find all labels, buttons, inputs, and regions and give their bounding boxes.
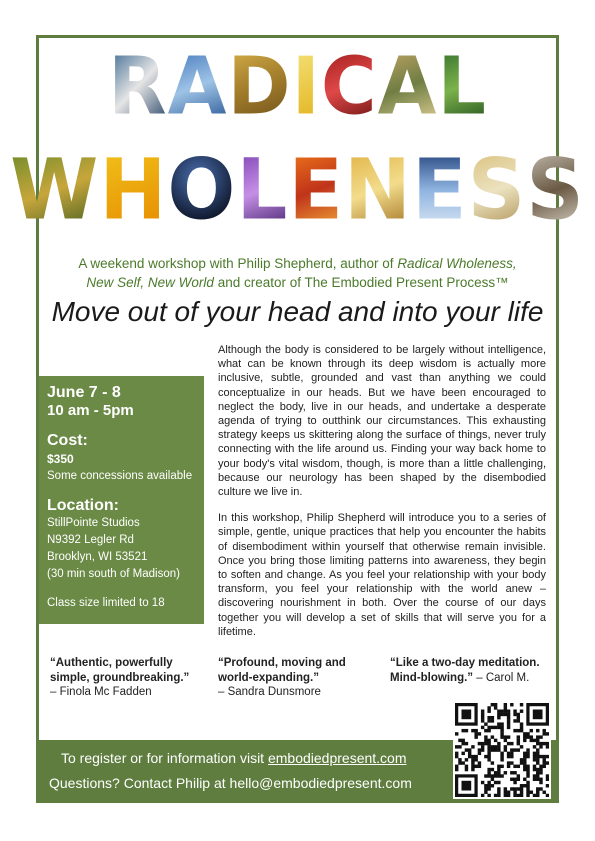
location-note: (30 min south of Madison) (47, 568, 180, 580)
subtitle (40, 254, 555, 292)
title-letter: R (108, 38, 168, 133)
subtitle-book2: New Self, New World (86, 275, 214, 290)
title-letter: W (10, 140, 100, 239)
title-letter: E (288, 140, 344, 239)
testimonial-text: “Profound, moving and world-expanding.” (218, 657, 346, 684)
title-letter: A (167, 38, 228, 133)
register-link[interactable]: embodiedpresent.com (267, 750, 407, 766)
register-prefix: To register or for information visit (61, 750, 268, 766)
description-paragraph-2: In this workshop, Philip Shepherd will introduce you to a series of simple, gentle, unique practices that help you encounter the habits of disembodiment within yourself that otherwise remain invisible. Once you bring those limiting patterns into awareness, they begin to soften and change. As you feel your relationship with your body transform, you feel your relationship with the world anew – discovering nourishment in both. Over the course of our days together you will develop a set of skills that will serve you for a lifetime. (218, 512, 546, 638)
concessions-note: Some concessions available (47, 470, 193, 482)
cost-value: $350 (47, 452, 74, 466)
title-letter: A (377, 38, 438, 133)
title-letter: C (320, 38, 378, 133)
title-wholeness (0, 140, 595, 239)
cost-label: Cost: (47, 432, 88, 449)
title-letter: S (467, 140, 527, 239)
testimonial-author: – Finola Mc Fadden (50, 686, 152, 698)
testimonial-author: – Carol M. (476, 671, 530, 684)
title-letter: L (236, 140, 289, 239)
description-paragraph-1: Although the body is considered to be largely without intelligence, what can be known through its deep wisdom is actually more inclusive, subtle, grounded and vast than anything we could conceptualize in our heads. But we have been encouraged to neglect the body, live in our heads, and undertake a desperate agenda of trying to outthink our circumstances. This exhausting strategy keeps us skittering along the surface of things, never truly connecting with the life around us. Finding your way back home to your body's vital wisdom, though, is more than a little challenging, because our neurology has been shaped by the disembodied culture we live in. (218, 344, 546, 499)
title-letter: H (99, 140, 168, 239)
workshop-description (218, 343, 546, 651)
title-letter: D (227, 38, 292, 133)
event-info-box (39, 376, 204, 624)
register-line (61, 750, 407, 766)
title-letter: O (167, 140, 237, 239)
street-address: N9392 Legler Rd (47, 534, 134, 546)
testimonial-2 (218, 656, 368, 700)
location-label: Location: (47, 497, 119, 514)
subtitle-prefix: A weekend workshop with Philip Shepherd, author of (78, 256, 398, 271)
title-letter: E (411, 140, 468, 239)
tagline: Move out of your head and into your life (51, 296, 544, 327)
title-letter: N (344, 140, 412, 239)
qr-code-graphic (455, 703, 549, 797)
title-letter: I (291, 38, 321, 133)
testimonial-text: “Authentic, powerfully simple, groundbreaking.” (50, 657, 190, 684)
city-address: Brooklyn, WI 53521 (47, 551, 148, 563)
testimonial-1 (50, 656, 210, 700)
contact-line: Questions? Contact Philip at hello@embodiedpresent.com (49, 775, 412, 791)
event-dates: June 7 - 8 (47, 384, 121, 401)
subtitle-suffix: and creator of The Embodied Present Process™ (213, 275, 509, 290)
qr-code-icon[interactable] (453, 701, 551, 799)
title-radical (0, 38, 595, 133)
testimonial-text: “Like a two-day meditation. Mind-blowing.” (390, 657, 540, 684)
subtitle-book1: Radical Wholeness, (397, 256, 517, 271)
testimonial-author: – Sandra Dunsmore (218, 686, 321, 698)
venue-name: StillPointe Studios (47, 517, 140, 529)
title-letter: S (526, 140, 585, 239)
class-size-note: Class size limited to 18 (47, 597, 165, 609)
title-letter: L (437, 38, 487, 133)
event-time: 10 am - 5pm (47, 402, 134, 419)
testimonial-3 (390, 656, 555, 685)
